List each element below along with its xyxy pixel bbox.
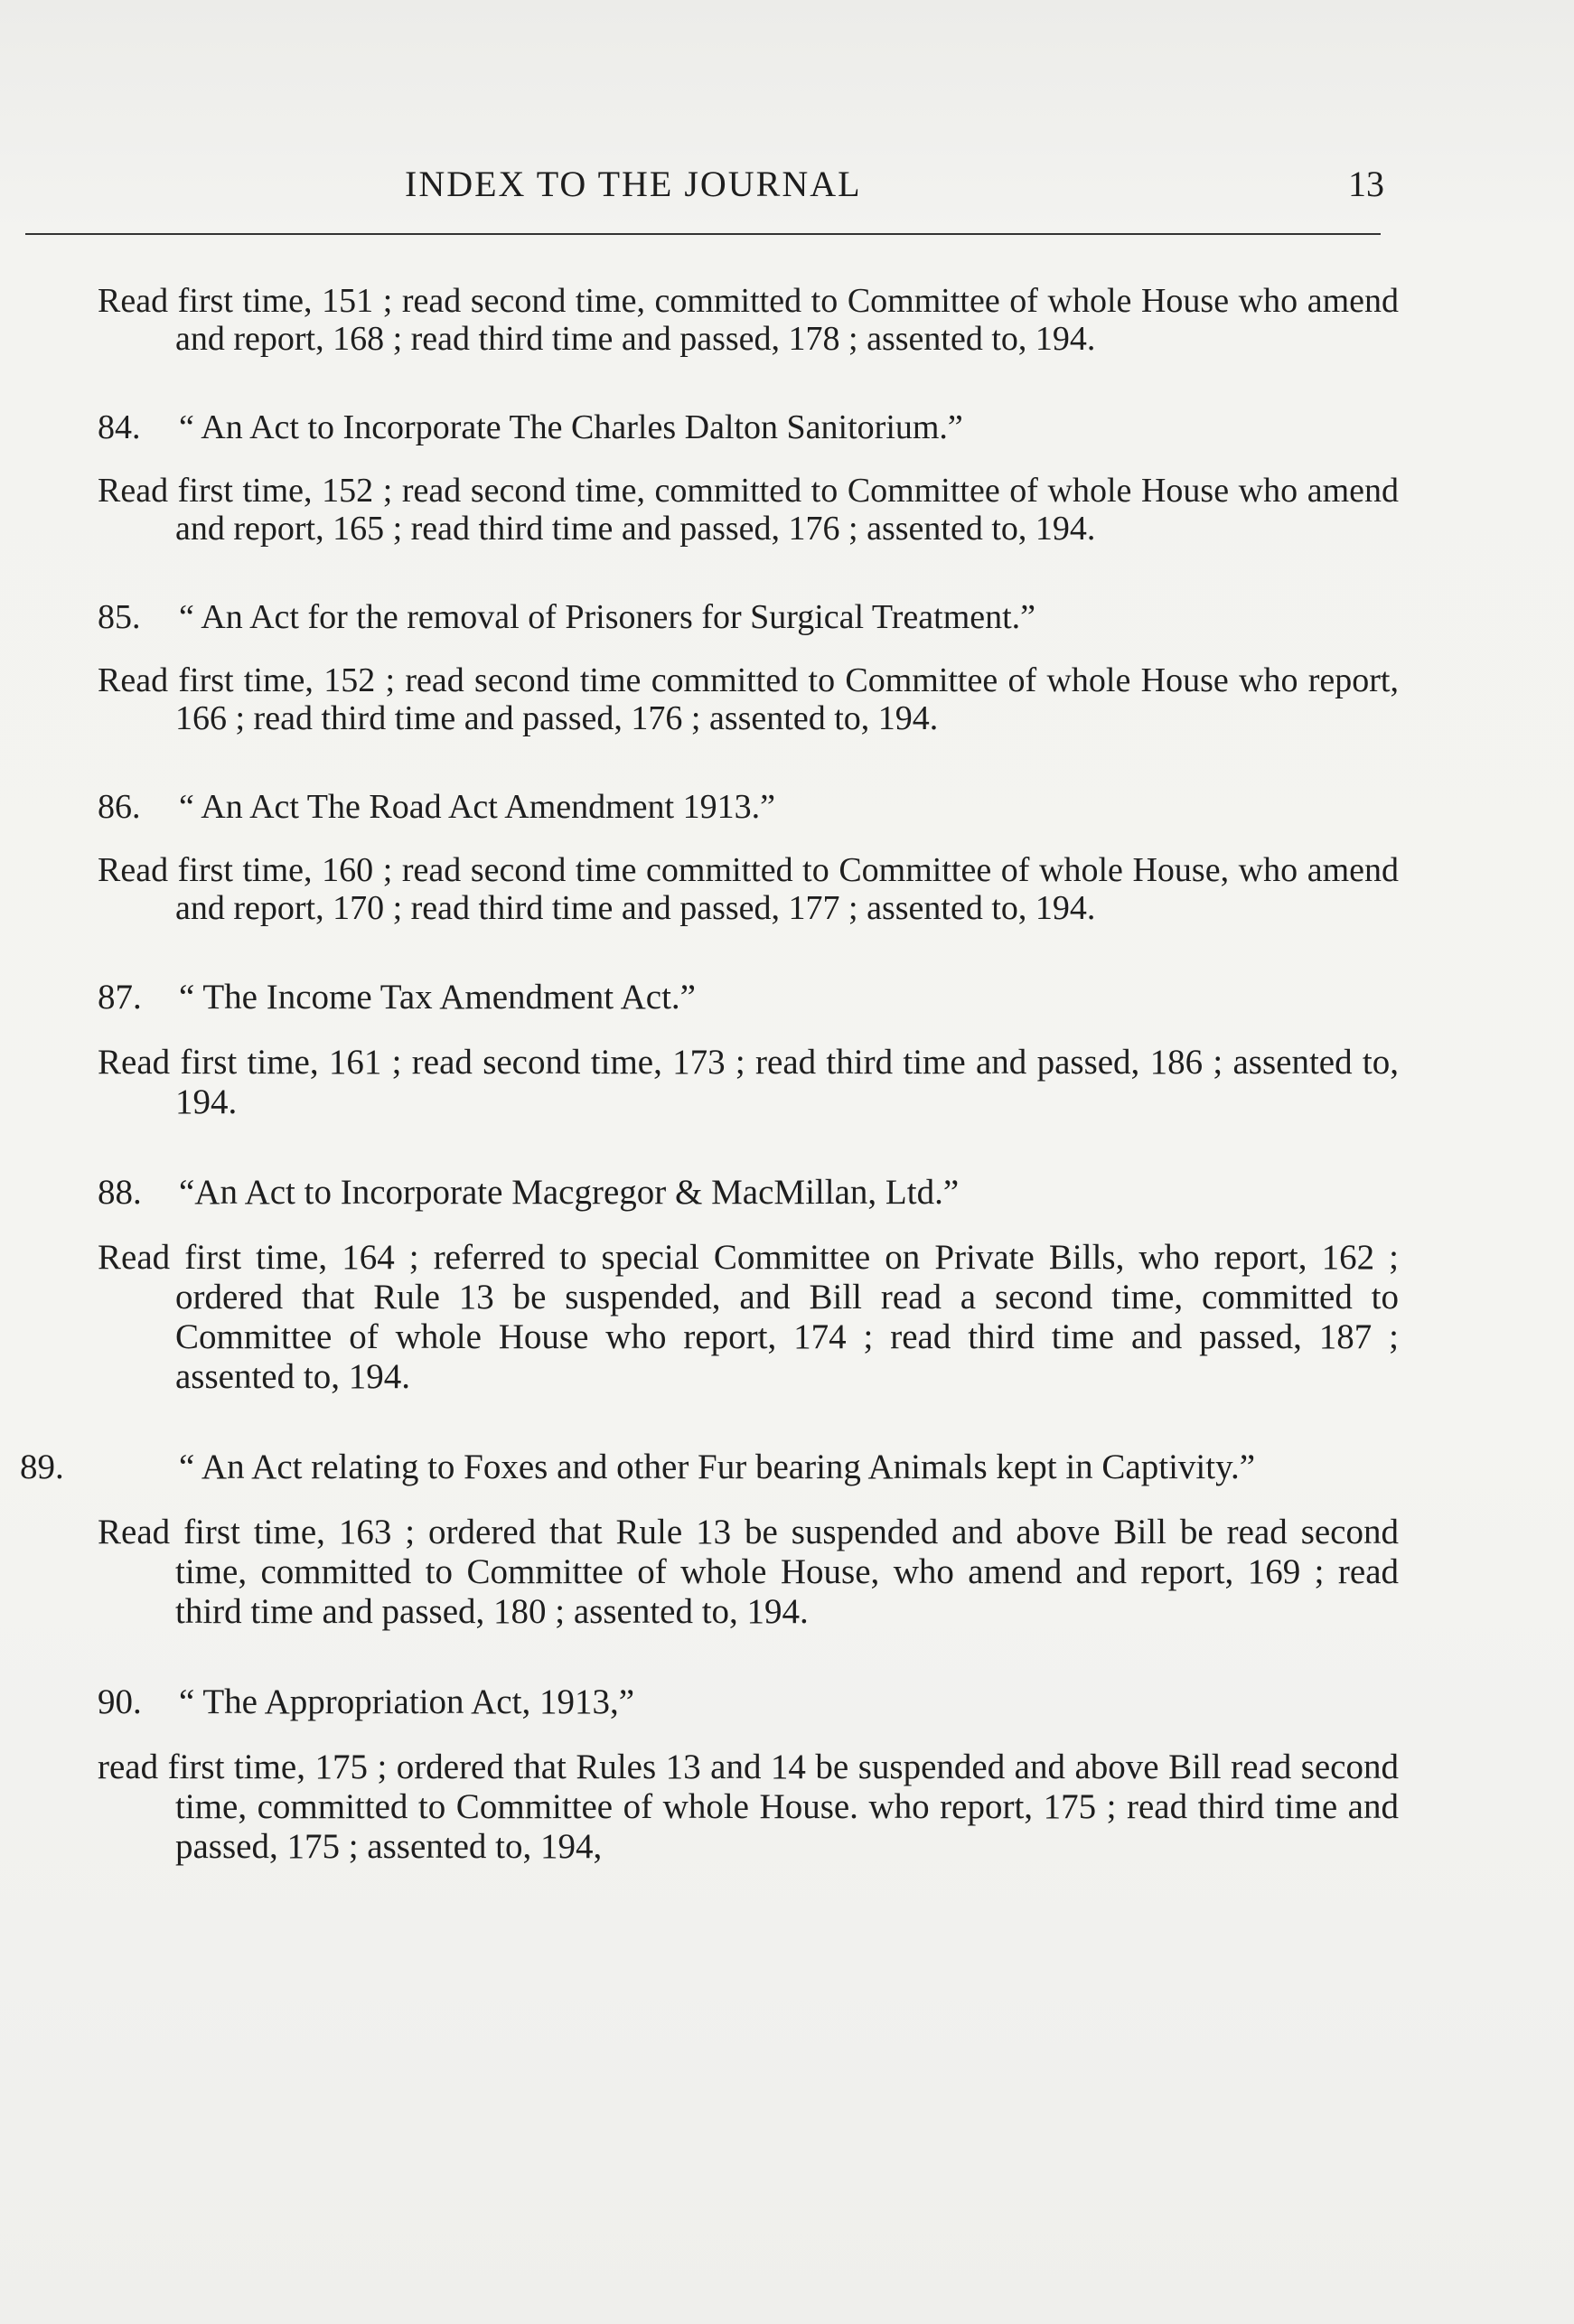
page-number: 13: [1348, 164, 1384, 204]
lower-entries: [20, 927, 1399, 1867]
entry-body: Read first time, 160 ; read second time committed to Committee of whole House, who amend and report, 170 ; read third time and passed, 177 ; assented to, 194.: [98, 851, 1399, 927]
header-title: INDEX TO THE JOURNAL: [405, 164, 862, 204]
entry-title-text: “ An Act The Road Act Amendment 1913.”: [179, 788, 775, 826]
entry-title: [98, 408, 1399, 446]
entry-body: Read first time, 152 ; read second time, committed to Committee of whole House who amend and report, 165 ; read third time and passed, 176 ; assented to, 194.: [98, 472, 1399, 548]
entry-title-text: “ An Act for the removal of Prisoners for Surgical Treatment.”: [179, 598, 1036, 636]
entry-title: [98, 598, 1399, 636]
entry-body: read first time, 175 ; ordered that Rules 13 and 14 be suspended and above Bill read second time, committed to Committee of whole House. who report, 175 ; read third time and passed, 175 ; assented to, 194,: [98, 1748, 1399, 1866]
entry-body: Read first time, 163 ; ordered that Rule 13 be suspended and above Bill be read second time, committed to Committee of whole House, who amend and report, 169 ; read third time and passed, 180 ; assented to, 194.: [98, 1513, 1399, 1631]
entry-title: [98, 1173, 1399, 1213]
entry-title: [98, 978, 1399, 1017]
entry-number: 84.: [98, 408, 141, 446]
index-content: [20, 282, 1399, 1867]
entry-body: Read first time, 164 ; referred to special Committee on Private Bills, who report, 162 ; ordered that Rule 13 be suspended, and Bill read a second time, committed to Committee of whole House who report, 174 ; read third time and passed, 187 ; assented to, 194.: [98, 1238, 1399, 1396]
entry-title: [20, 1448, 1399, 1487]
entry-body: Read first time, 152 ; read second time committed to Committee of whole House who report, 166 ; read third time and passed, 176 ; assented to, 194.: [98, 661, 1399, 737]
entry-number: 85.: [98, 598, 141, 636]
entry-number: 87.: [98, 978, 142, 1017]
header-rule: [25, 233, 1381, 235]
entry-number: 86.: [98, 788, 141, 826]
entry-title-text: “ An Act relating to Foxes and other Fur bearing Animals kept in Captivity.”: [179, 1448, 1256, 1486]
entry-title: [98, 788, 1399, 826]
entry-title-text: “ The Income Tax Amendment Act.”: [179, 978, 696, 1017]
entry-number: 89.: [20, 1448, 64, 1486]
entry-body: Read first time, 161 ; read second time, 173 ; read third time and passed, 186 ; assented to, 194.: [98, 1043, 1399, 1121]
entry-body: Read first time, 151 ; read second time, committed to Committee of whole House who amend and report, 168 ; read third time and passed, 178 ; assented to, 194.: [98, 282, 1399, 358]
entry-number: 88.: [98, 1173, 142, 1212]
entry-title: [98, 1682, 1399, 1722]
entry-number: 90.: [98, 1682, 142, 1721]
entry-title-text: “ The Appropriation Act, 1913,”: [179, 1682, 635, 1721]
entry-title-text: “ An Act to Incorporate The Charles Dalton Sanitorium.”: [179, 408, 963, 446]
entry-title-text: “An Act to Incorporate Macgregor & MacMillan, Ltd.”: [179, 1173, 960, 1212]
page-header: [0, 163, 1574, 217]
